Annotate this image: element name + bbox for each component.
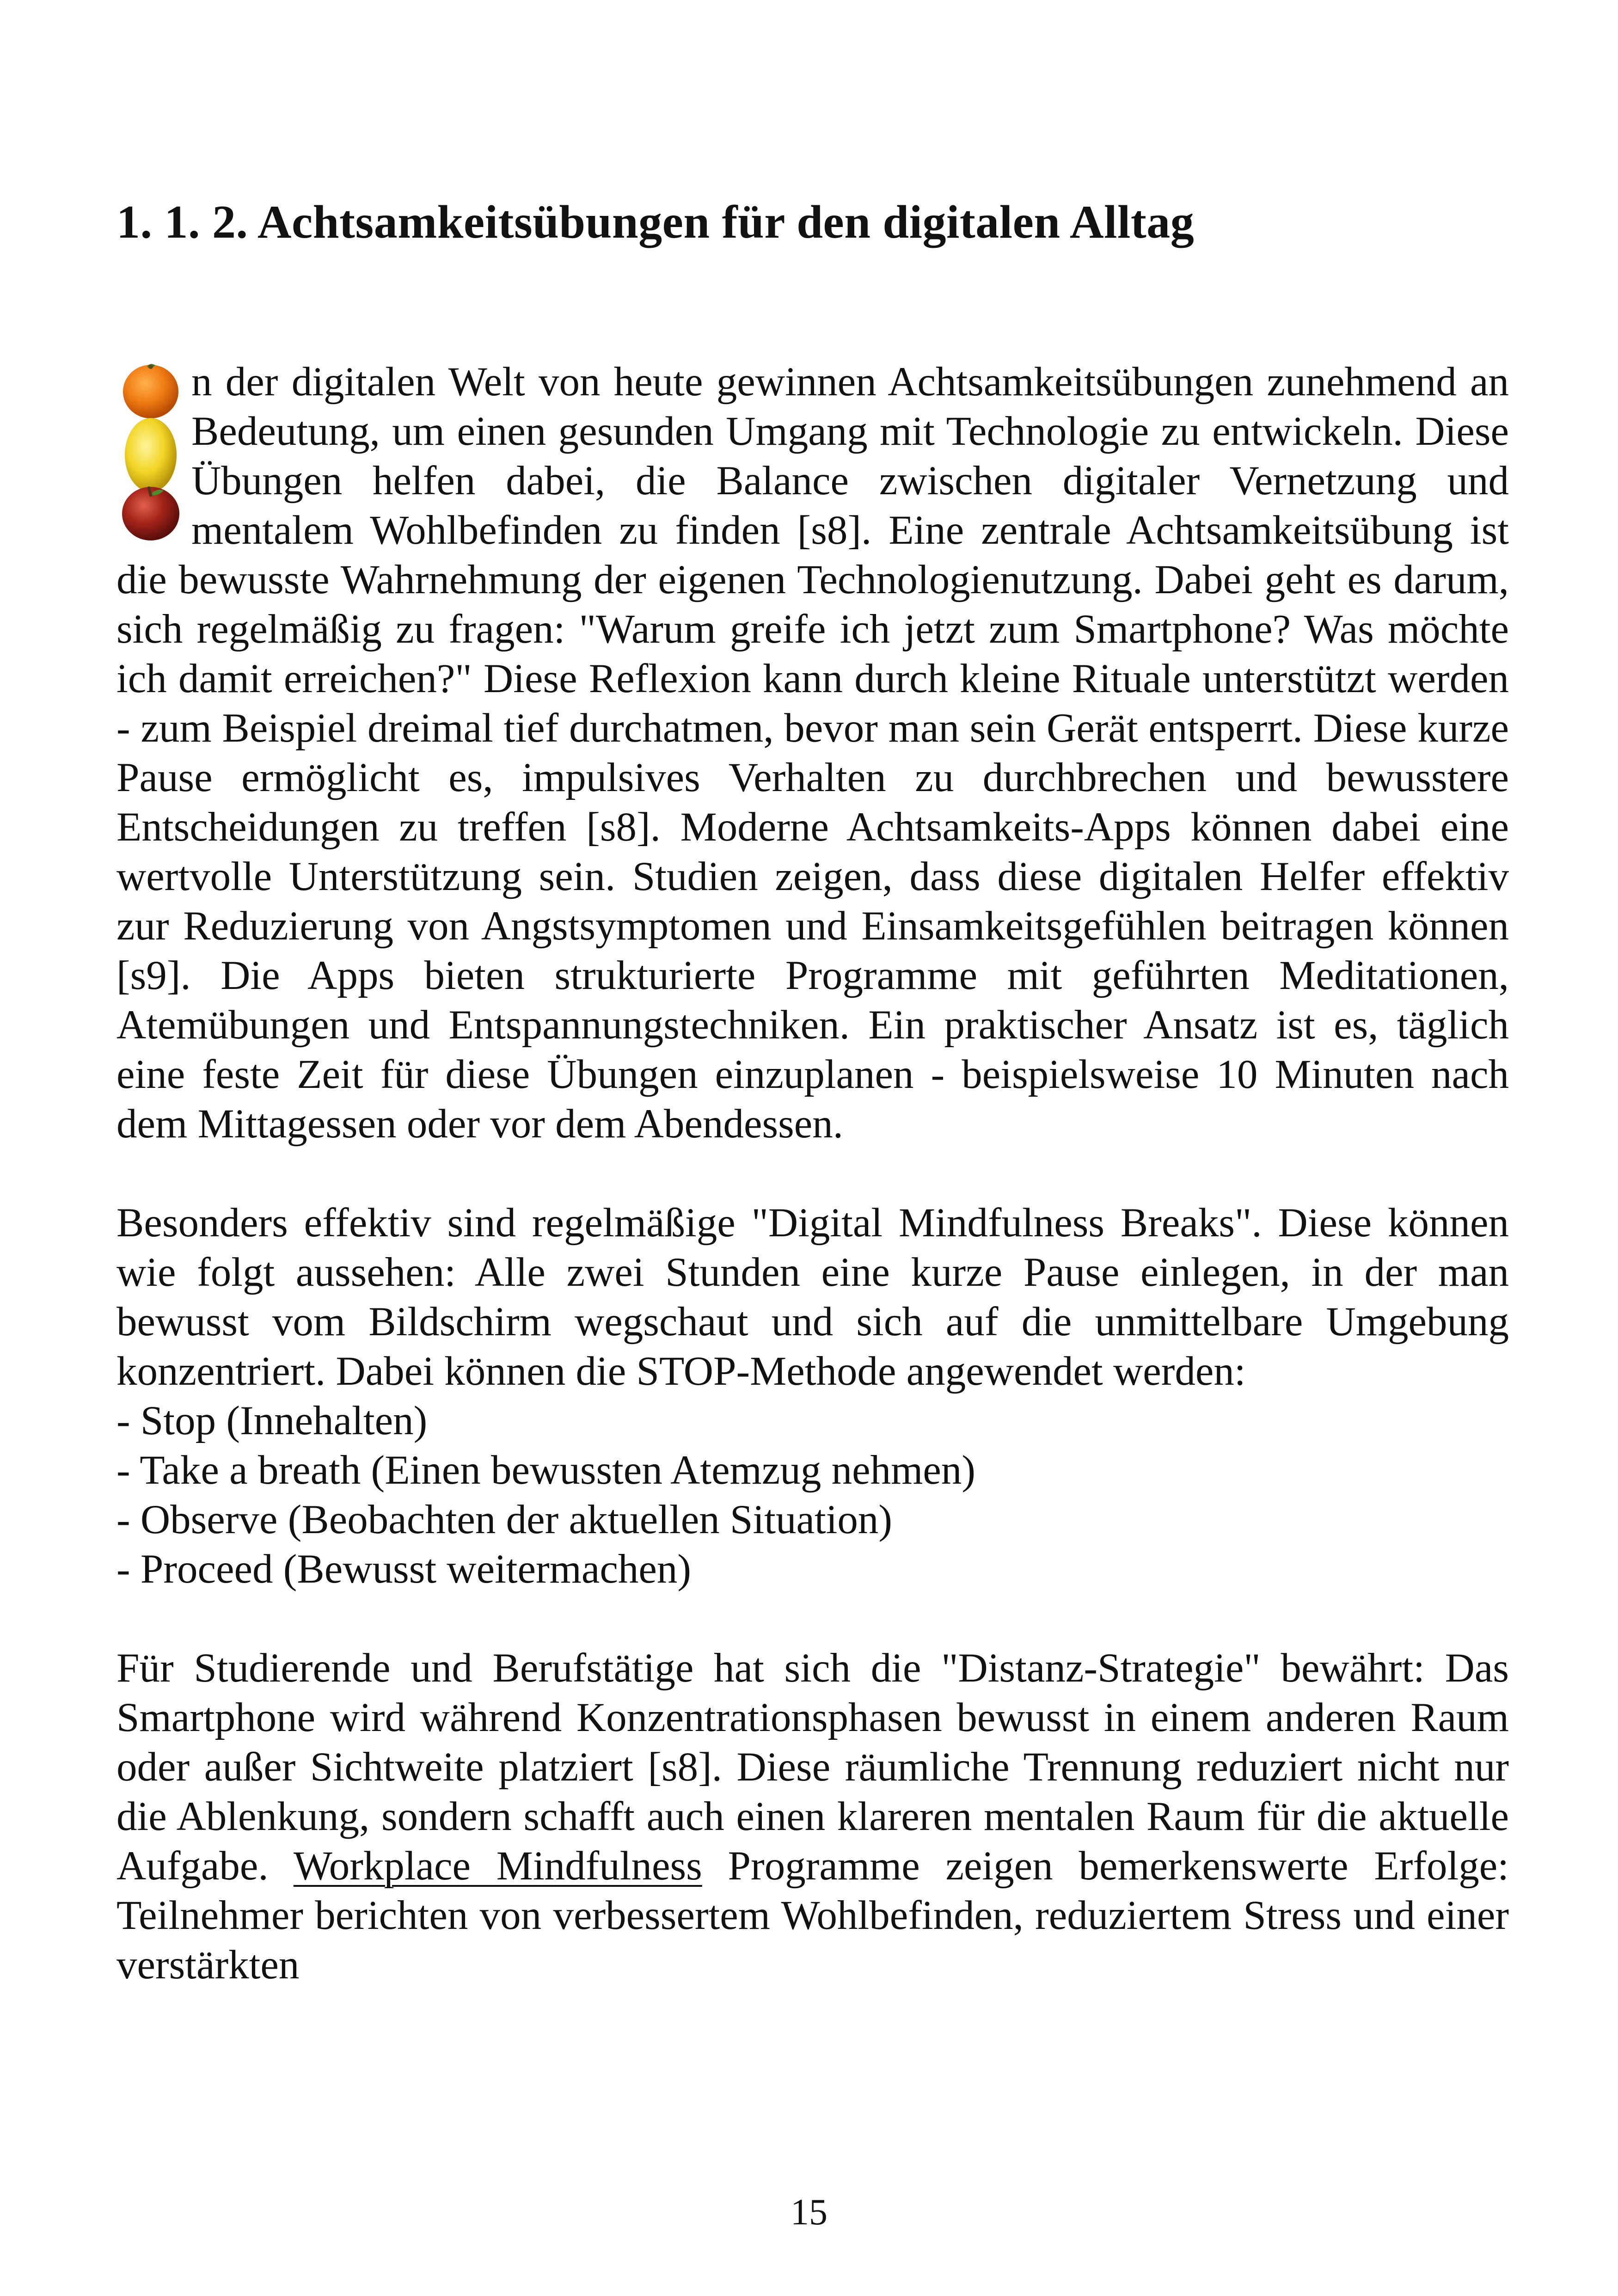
paragraph-intro <box>116 357 1509 1149</box>
paragraph-distance-strategy <box>116 1644 1509 1990</box>
paragraph-text-after-link: Programme zeigen bemerkenswerte Erfolge: Teilnehmer berichten von verbessertem Wohlbefinden, reduziertem Stress und einer verstärkten <box>116 1843 1509 1988</box>
paragraph-text-before-link: Für Studierende und Berufstätige hat sich die "Distanz-Strategie" bewährt: Das Smartphone wird während Konzentrationsphasen bewusst in einem anderen Raum oder außer Sichtweite platziert [s8]. Diese räumliche Trennung reduziert nicht nur die Ablenkung, sondern schafft auch einen klareren mentalen Raum für die aktuelle Aufgabe. <box>116 1645 1509 1889</box>
list-item: - Proceed (Bewusst weitermachen) <box>116 1547 692 1592</box>
list-item: - Stop (Innehalten) <box>116 1398 428 1443</box>
list-item: - Observe (Beobachten der aktuellen Situation) <box>116 1497 893 1542</box>
list-item: - Take a breath (Einen bewussten Atemzug nehmen) <box>116 1448 976 1493</box>
apple-icon <box>118 483 183 543</box>
lemon-icon <box>118 415 183 494</box>
paragraph-intro-text: n der digitalen Welt von heute gewinnen Achtsamkeitsübungen zunehmend an Bedeutung, um einen gesunden Umgang mit Technologie zu entwickeln. Diese Übungen helfen dabei, die Balance zwischen digitaler Vernetzung und mentalem Wohlbefinden zu finden [s8]. Eine zentrale Achtsamkeitsübung ist die bewusste Wahrnehmung der eigenen Technologienutzung. Dabei geht es darum, sich regelmäßig zu fragen: "Warum greife ich jetzt zum Smartphone? Was möchte ich damit erreichen?" Diese Reflexion kann durch kleine Rituale unterstützt werden - zum Beispiel dreimal tief durchatmen, bevor man sein Gerät entsperrt. Diese kurze Pause ermöglicht es, impulsives Verhalten zu durchbrechen und bewusstere Entscheidungen zu treffen [s8]. Moderne Achtsamkeits-Apps können dabei eine wertvolle Unterstützung sein. Studien zeigen, dass diese digitalen Helfer effektiv zur Reduzierung von Angstsymptomen und Einsamkeitsgefühlen beitragen können [s9]. Die Apps bieten strukturierte Programme mit geführten Meditationen, Atemübungen und Entspannungstechniken. Ein praktischer Ansatz ist es, täglich eine feste Zeit für diese Übungen einzuplanen - beispielsweise 10 Minuten nach dem Mittagessen oder vor dem Abendessen. <box>116 359 1509 1147</box>
section-heading: 1. 1. 2. Achtsamkeitsübungen für den digitalen Alltag <box>116 196 1195 248</box>
stop-method-list <box>116 1396 1509 1594</box>
paragraph-breaks: Besonders effektiv sind regelmäßige "Digital Mindfulness Breaks". Diese können wie folgt aussehen: Alle zwei Stunden eine kurze Pause einlegen, in der man bewusst vom Bildschirm wegschaut und sich auf die unmittelbare Umgebung konzentriert. Dabei können die STOP-Methode angewendet werden: <box>116 1200 1509 1394</box>
workplace-mindfulness-link[interactable]: Workplace Mindfulness <box>293 1843 702 1889</box>
page-number: 15 <box>791 2192 827 2233</box>
dropcap-fruit-letter <box>116 361 185 543</box>
body-text <box>116 357 1509 1990</box>
orange-icon <box>118 361 183 421</box>
